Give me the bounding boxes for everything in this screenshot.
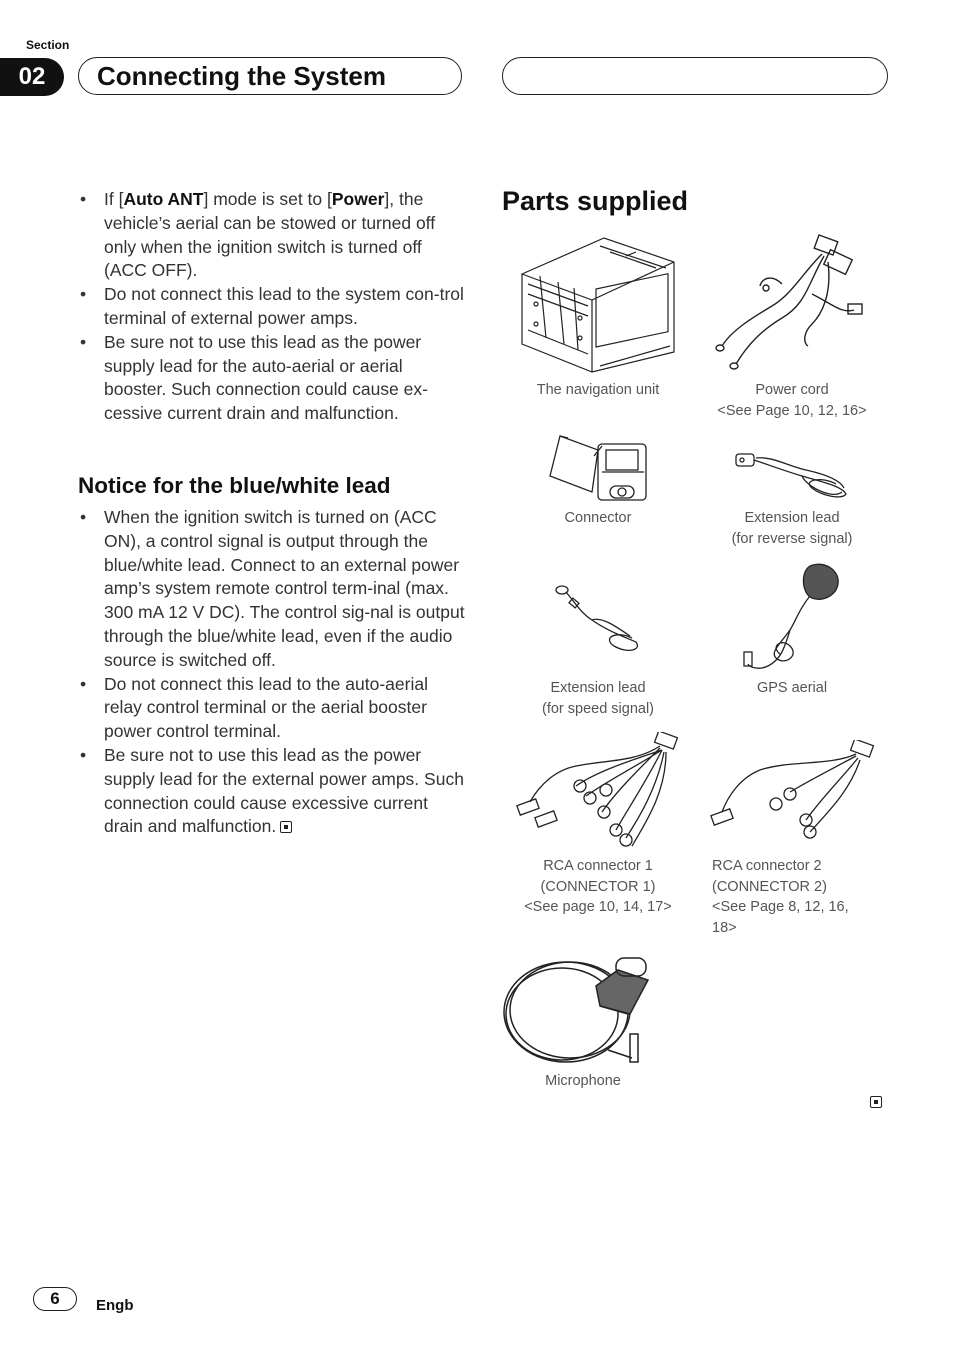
list-item: • Do not connect this lead to the system con-trol terminal of external power amps. <box>78 283 468 331</box>
caption-navigation-unit <box>510 380 686 401</box>
bullet-text: Be sure not to use this lead as the power supply lead for the external power amps. Such connection could cause excessive current drain and malfunction. <box>104 744 464 837</box>
navigation-unit-illustration <box>516 234 682 374</box>
caption-line: Connector <box>564 510 632 526</box>
caption-extension-lead-reverse <box>704 508 880 549</box>
language-code: Engb <box>96 1297 134 1314</box>
caption-line: <See Page 8, 12, 16, <box>712 899 849 915</box>
notice-list <box>78 506 468 839</box>
caption-line: <See Page 10, 12, 16> <box>717 402 867 419</box>
list-item: • When the ignition switch is turned on (ACC ON), a control signal is output through the blue/white lead. Connect to an external power amp’s system remote control term-inal (max. 300 mA 12 V DC). The control sig-nal is output through the blue/white lead, even if the audio source is switched off. <box>78 506 468 673</box>
bullet-text: ] mode is set to [ <box>203 189 332 209</box>
header-blank-pill <box>502 57 888 95</box>
extension-lead-reverse-illustration <box>732 436 852 502</box>
notice-heading: Notice for the blue/white lead <box>78 473 391 498</box>
caption-line: <See page 10, 14, 17> <box>524 899 672 915</box>
page-number: 6 <box>33 1287 77 1311</box>
caption-rca-connector-1 <box>510 856 686 918</box>
caption-line: 18> <box>712 919 737 936</box>
end-of-section-icon <box>280 821 292 833</box>
caption-gps-aerial <box>704 678 880 699</box>
parts-heading: Parts supplied <box>502 186 689 216</box>
caption-line: RCA connector 1 <box>543 858 653 874</box>
end-of-section-icon <box>870 1096 882 1108</box>
list-item: • Be sure not to use this lead as the power supply lead for the auto-aerial or aerial booster. Such connection could cause ex-cessive current drain and malfunction. <box>78 331 468 426</box>
rca-connector-1-illustration <box>516 732 680 854</box>
caption-line: Extension lead <box>550 680 646 696</box>
power-cord-illustration <box>712 234 872 374</box>
section-number-badge: 02 <box>0 58 64 96</box>
bullet-text: ], the vehicle’s aerial can be stowed or turned off only when the ignition switch is turned off (ACC OFF). <box>104 189 436 281</box>
caption-line: (CONNECTOR 1) <box>540 878 656 895</box>
caption-rca-connector-2 <box>712 856 888 938</box>
bold-term-auto-ant: Auto ANT <box>123 189 204 209</box>
caption-line: Extension lead <box>744 510 840 526</box>
list-item <box>78 188 468 283</box>
microphone-illustration <box>500 950 652 1070</box>
section-title: Connecting the System <box>78 57 462 95</box>
list-item: • Do not connect this lead to the auto-aerial relay control terminal or the aerial booster power control terminal. <box>78 673 468 744</box>
caption-power-cord <box>704 380 880 421</box>
caption-line: The navigation unit <box>536 382 660 398</box>
caption-connector <box>510 508 686 529</box>
connector-illustration <box>548 432 652 504</box>
caption-line: Microphone <box>545 1073 621 1089</box>
caption-line: (for reverse signal) <box>731 530 853 547</box>
caption-line: (CONNECTOR 2) <box>712 878 827 895</box>
caption-line: Power cord <box>755 382 829 398</box>
caption-line: (for speed signal) <box>541 700 655 717</box>
bold-term-power: Power <box>331 189 385 209</box>
caption-extension-lead-speed <box>510 678 686 719</box>
list-item <box>78 744 468 839</box>
caption-line: GPS aerial <box>756 680 828 696</box>
rca-connector-2-illustration <box>710 740 876 844</box>
bullet-text: If [ <box>104 189 124 209</box>
extension-lead-speed-illustration <box>552 580 644 656</box>
gps-aerial-illustration <box>740 560 844 676</box>
aerial-notes-list <box>78 188 468 426</box>
caption-line: RCA connector 2 <box>712 858 822 874</box>
section-label: Section <box>26 38 70 52</box>
caption-microphone <box>500 1071 666 1092</box>
